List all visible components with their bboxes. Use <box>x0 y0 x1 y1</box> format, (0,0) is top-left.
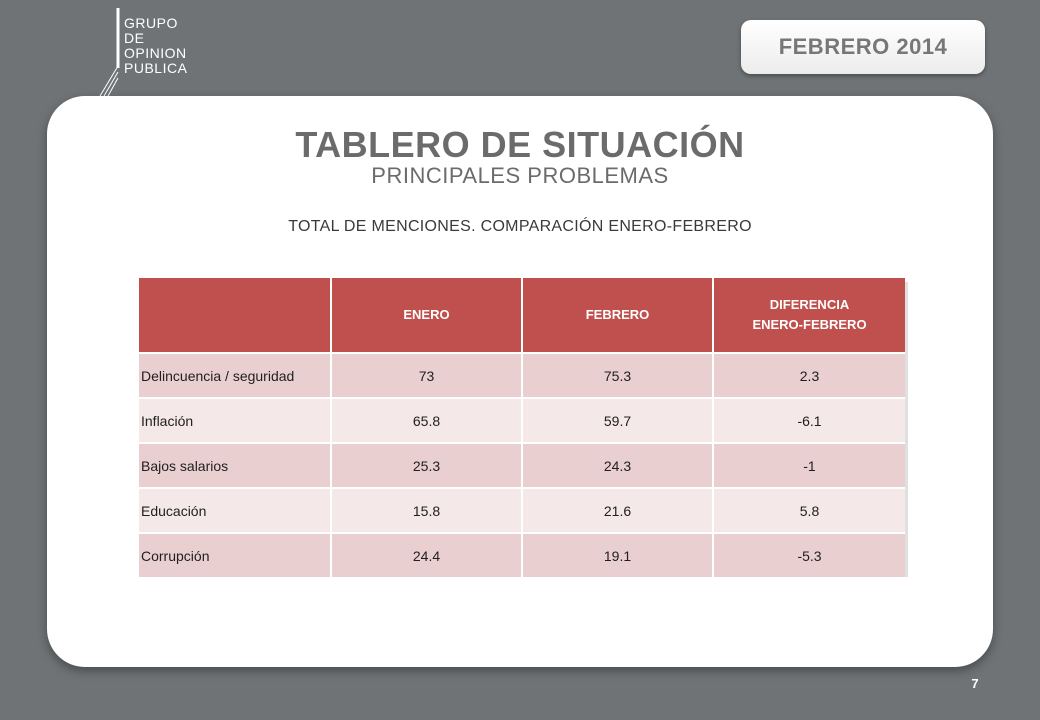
header-cell-empty <box>139 278 331 353</box>
row-label: Inflación <box>139 398 331 443</box>
table-row <box>139 443 905 488</box>
header-diferencia-line: DIFERENCIA <box>769 297 850 312</box>
logo-line: GRUPO <box>124 15 178 31</box>
cell-enero: 65.8 <box>331 398 522 443</box>
cell-febrero: 21.6 <box>522 488 713 533</box>
comparison-table <box>139 278 905 577</box>
cell-enero: 15.8 <box>331 488 522 533</box>
date-badge: FEBRERO 2014 <box>741 20 985 74</box>
header-cell-diferencia <box>713 278 905 353</box>
row-label: Bajos salarios <box>139 443 331 488</box>
logo-line: DE <box>124 30 145 46</box>
cell-diferencia: -6.1 <box>713 398 905 443</box>
row-label: Corrupción <box>139 533 331 577</box>
cell-enero: 73 <box>331 353 522 398</box>
cell-diferencia: 2.3 <box>713 353 905 398</box>
table-row <box>139 533 905 577</box>
page-subtitle: PRINCIPALES PROBLEMAS <box>371 163 669 188</box>
table-row <box>139 398 905 443</box>
table-header-row <box>139 278 905 353</box>
logo-mark <box>96 8 126 98</box>
cell-enero: 24.4 <box>331 533 522 577</box>
logo-line: PUBLICA <box>124 60 188 76</box>
logo-line: OPINION <box>124 45 187 61</box>
header-cell-enero: ENERO <box>331 278 522 353</box>
table-shadow <box>905 282 908 574</box>
cell-diferencia: -1 <box>713 443 905 488</box>
logo-text <box>124 16 187 76</box>
cell-febrero: 19.1 <box>522 533 713 577</box>
header-cell-febrero: FEBRERO <box>522 278 713 353</box>
cell-enero: 25.3 <box>331 443 522 488</box>
table-row <box>139 488 905 533</box>
page-number: 7 <box>971 676 979 691</box>
cell-diferencia: 5.8 <box>713 488 905 533</box>
cell-diferencia: -5.3 <box>713 533 905 577</box>
logo <box>96 8 216 98</box>
row-label: Educación <box>139 488 331 533</box>
row-label: Delincuencia / seguridad <box>139 353 331 398</box>
table-caption: TOTAL DE MENCIONES. COMPARACIÓN ENERO-FEBRERO <box>288 218 752 235</box>
table-row <box>139 353 905 398</box>
page-title: TABLERO DE SITUACIÓN <box>295 124 745 165</box>
cell-febrero: 24.3 <box>522 443 713 488</box>
cell-febrero: 59.7 <box>522 398 713 443</box>
cell-febrero: 75.3 <box>522 353 713 398</box>
header-diferencia-line: ENERO-FEBRERO <box>752 317 867 332</box>
